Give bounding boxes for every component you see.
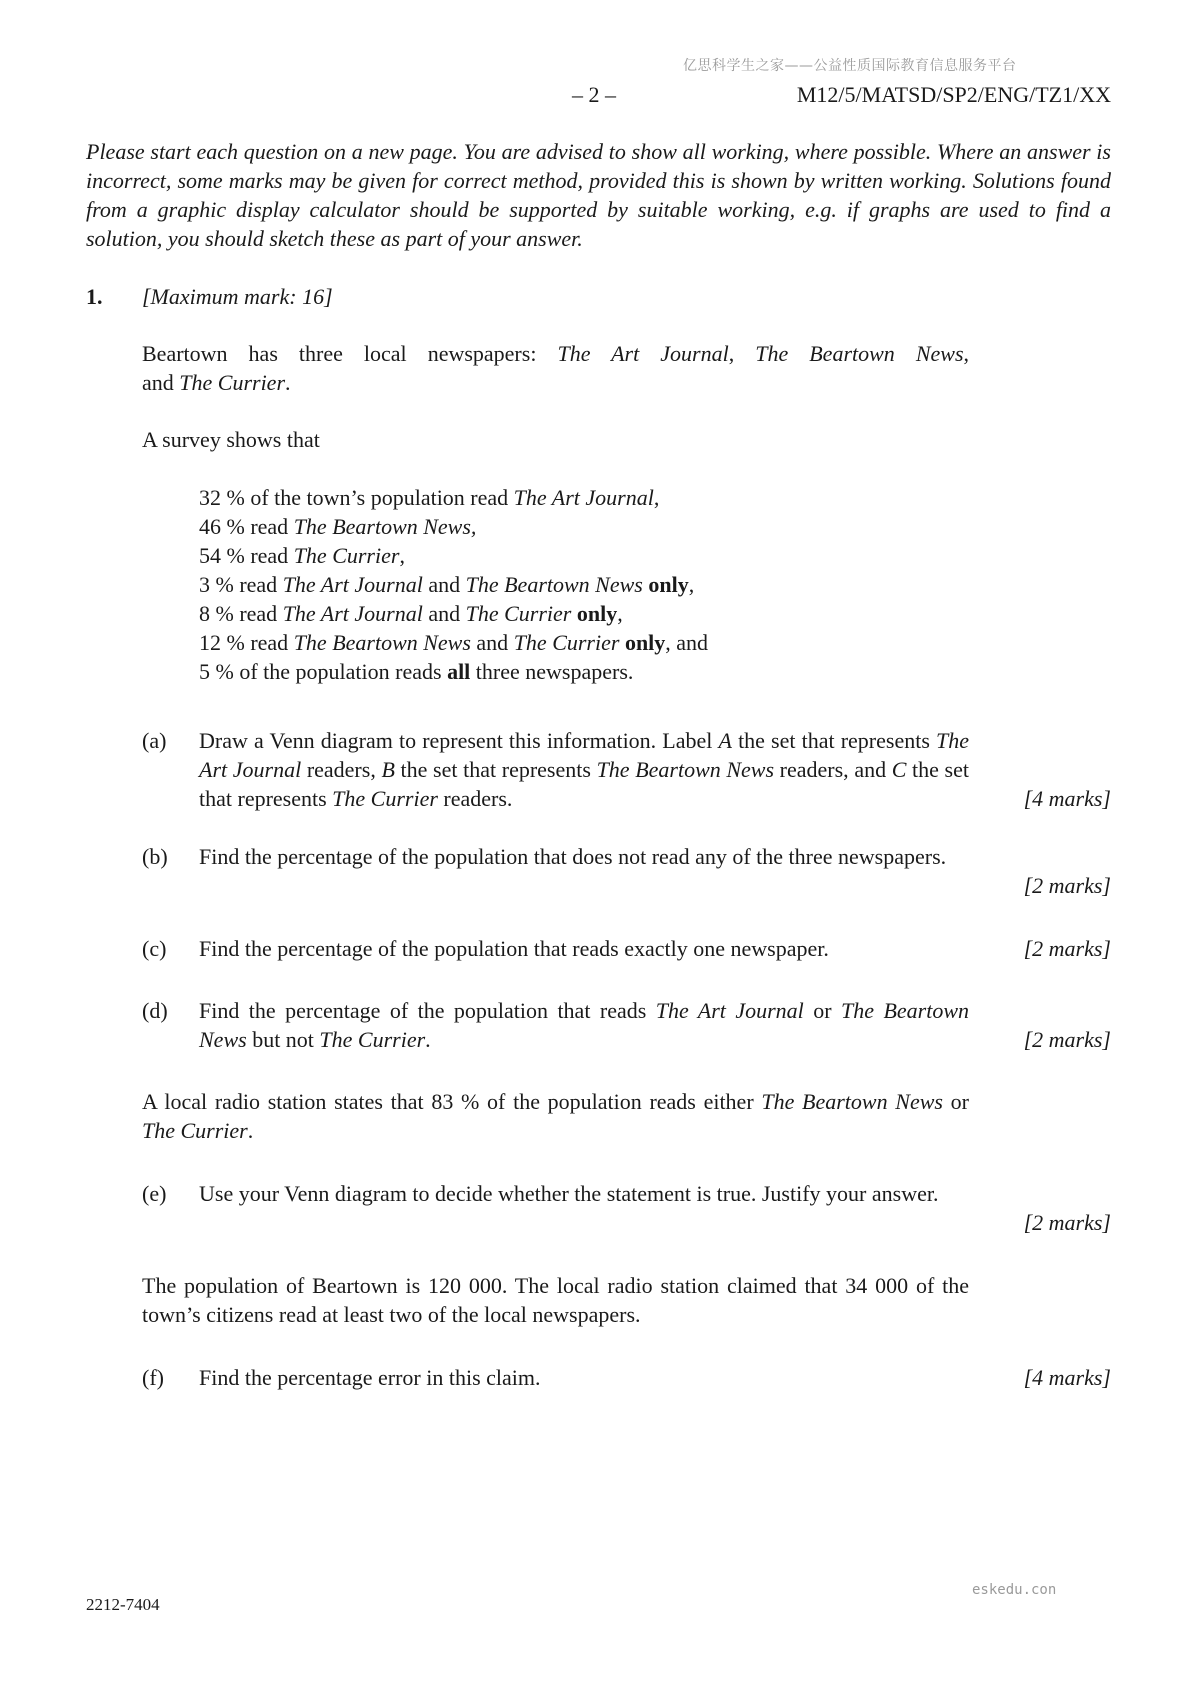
part-f-marks: [4 marks] xyxy=(1023,1365,1111,1390)
part-e-text: Use your Venn diagram to decide whether the statement is true. Justify your answer. xyxy=(199,1181,939,1206)
instructions: Please start each question on a new page. You are advised to show all working, where possible. Where an answer is incorrect, some marks may be given for correct method, provided this is shown by written working. Solutions found from a graphic display calculator should be supported by suitable working, e.g. if graphs are used to find a solution, you should sketch these as part of your answer. xyxy=(86,139,1111,251)
paper-code: M12/5/MATSD/SP2/ENG/TZ1/XX xyxy=(796,82,1111,107)
question-max-mark: [Maximum mark: 16] xyxy=(142,284,333,309)
part-a-text: Draw a Venn diagram to represent this information. Label A the set that represents The Art Journal readers, B the set that represents The Beartown News readers, and C the set that represents The Currier readers. xyxy=(199,728,969,811)
part-c-label: (c) xyxy=(142,936,167,961)
part-b-text: Find the percentage of the population that does not read any of the three newspapers. xyxy=(199,844,947,869)
part-b-label: (b) xyxy=(142,844,168,869)
list-item: 12 % read The Beartown News and The Currier only, and xyxy=(199,630,709,655)
list-item: 46 % read The Beartown News, xyxy=(199,514,477,539)
part-c-marks: [2 marks] xyxy=(1023,936,1111,961)
watermark-top: 亿思科学生之家——公益性质国际教育信息服务平台 xyxy=(683,58,1017,74)
watermark-bottom: eskedu.con xyxy=(972,1582,1057,1598)
part-b-marks: [2 marks] xyxy=(1023,873,1111,898)
part-a-marks: [4 marks] xyxy=(1023,786,1111,811)
part-c-text: Find the percentage of the population that reads exactly one newspaper. xyxy=(199,936,829,961)
question-number: 1. xyxy=(86,284,103,309)
survey-list xyxy=(199,483,708,686)
radio-statement: A local radio station states that 83 % of the population reads either The Beartown News or The Currier. xyxy=(142,1089,969,1143)
part-f-label: (f) xyxy=(142,1365,164,1390)
part-a-label: (a) xyxy=(142,728,167,753)
intro-line-1: Beartown has three local newspapers: The Art Journal, The Beartown News, xyxy=(142,341,969,366)
intro-paragraph xyxy=(142,339,969,397)
list-item: 5 % of the population reads all three newspapers. xyxy=(199,659,634,684)
part-e-marks: [2 marks] xyxy=(1023,1210,1111,1235)
list-item: 8 % read The Art Journal and The Currier only, xyxy=(199,601,623,626)
part-d-marks: [2 marks] xyxy=(1023,1027,1111,1052)
part-f-text: Find the percentage error in this claim. xyxy=(199,1365,541,1390)
part-d-text: Find the percentage of the population that reads The Art Journal or The Beartown News but not The Currier. xyxy=(199,998,970,1052)
population-statement: The population of Beartown is 120 000. The local radio station claimed that 34 000 of the town’s citizens read at least two of the local newspapers. xyxy=(142,1273,969,1327)
part-e-label: (e) xyxy=(142,1181,167,1206)
list-item: 32 % of the town’s population read The Art Journal, xyxy=(199,485,660,510)
survey-intro: A survey shows that xyxy=(142,427,320,452)
list-item: 3 % read The Art Journal and The Beartown News only, xyxy=(199,572,695,597)
footer-code: 2212-7404 xyxy=(86,1595,160,1614)
intro-line-2: and The Currier. xyxy=(142,370,291,395)
page-number: – 2 – xyxy=(572,82,616,107)
part-d-label: (d) xyxy=(142,998,168,1023)
list-item: 54 % read The Currier, xyxy=(199,543,405,568)
